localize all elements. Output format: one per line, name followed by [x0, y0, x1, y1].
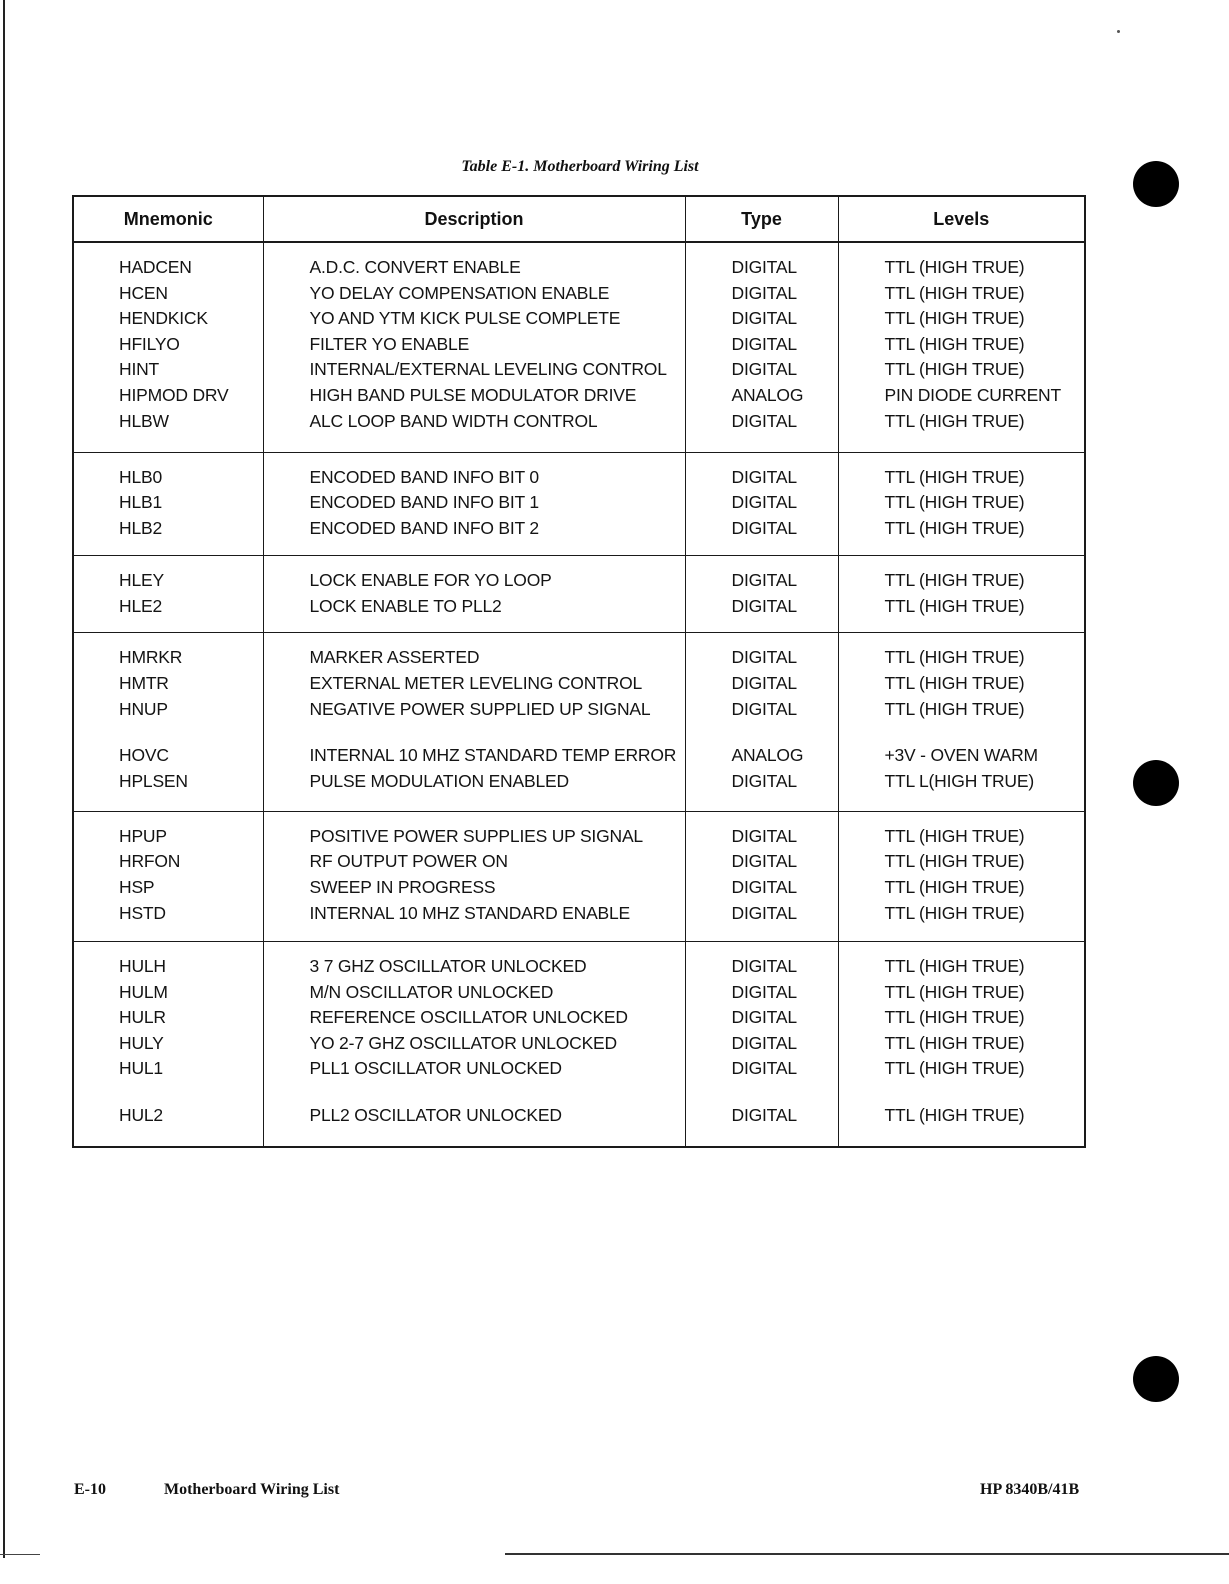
mnemonic-text: HINT — [119, 359, 160, 380]
mnemonic-cell — [73, 556, 263, 633]
table-row-group — [73, 633, 1085, 811]
mnemonic-text: HULR — [119, 1007, 166, 1028]
levels-text: TTL (HIGH TRUE) — [884, 1007, 1025, 1028]
description-text: YO 2-7 GHZ OSCILLATOR UNLOCKED — [309, 1032, 617, 1053]
description-cell — [263, 242, 685, 452]
description-text: ALC LOOP BAND WIDTH CONTROL — [309, 410, 598, 431]
type-text: DIGITAL — [731, 308, 797, 329]
description-text: RF OUTPUT POWER ON — [309, 851, 508, 872]
type-text: DIGITAL — [731, 570, 797, 591]
description-text: YO DELAY COMPENSATION ENABLE — [309, 282, 610, 303]
footer-section-title: Motherboard Wiring List — [164, 1481, 340, 1498]
levels-text: TTL (HIGH TRUE) — [884, 825, 1025, 846]
scan-speck — [1117, 30, 1120, 33]
binder-hole-bottom — [1133, 1356, 1179, 1402]
mnemonic-text: HNUP — [119, 698, 168, 719]
mnemonic-text: HULH — [119, 955, 166, 976]
description-cell — [263, 811, 685, 941]
description-text: YO AND YTM KICK PULSE COMPLETE — [309, 308, 621, 329]
type-text: DIGITAL — [731, 518, 797, 538]
levels-cell — [838, 941, 1085, 1147]
type-text: DIGITAL — [731, 359, 797, 380]
type-text: DIGITAL — [731, 1007, 797, 1028]
binder-hole-middle — [1133, 760, 1179, 806]
type-text: DIGITAL — [731, 410, 797, 431]
levels-text: TTL (HIGH TRUE) — [884, 410, 1025, 431]
description-text: INTERNAL 10 MHZ STANDARD ENABLE — [309, 902, 631, 923]
mnemonic-cell — [73, 242, 263, 452]
mnemonic-text: HULM — [119, 981, 168, 1002]
mnemonic-text: HUL1 — [119, 1058, 163, 1079]
description-text: NEGATIVE POWER SUPPLIED UP SIGNAL — [309, 698, 651, 719]
description-text: SWEEP IN PROGRESS — [309, 877, 496, 897]
description-text: ENCODED BAND INFO BIT 1 — [309, 492, 539, 513]
description-cell — [263, 633, 685, 811]
levels-text: TTL (HIGH TRUE) — [884, 257, 1025, 277]
page-bottom-rule-left — [0, 1554, 40, 1555]
header-levels: Levels — [838, 196, 1085, 242]
mnemonic-text: HMRKR — [119, 647, 183, 668]
type-text: DIGITAL — [731, 647, 797, 668]
mnemonic-text: HFILYO — [119, 333, 180, 354]
type-text: DIGITAL — [731, 492, 797, 513]
levels-text: TTL (HIGH TRUE) — [884, 672, 1025, 693]
table-row-group — [73, 556, 1085, 633]
mnemonic-cell — [73, 633, 263, 811]
type-cell — [685, 941, 838, 1147]
levels-text: TTL (HIGH TRUE) — [884, 595, 1025, 616]
description-text: HIGH BAND PULSE MODULATOR DRIVE — [309, 384, 637, 405]
type-text: DIGITAL — [731, 877, 797, 897]
mnemonic-text: HLB1 — [119, 492, 162, 513]
levels-cell — [838, 811, 1085, 941]
type-text: DIGITAL — [731, 698, 797, 719]
description-text: INTERNAL 10 MHZ STANDARD TEMP ERROR — [309, 745, 677, 766]
description-text: PLL1 OSCILLATOR UNLOCKED — [309, 1058, 562, 1079]
table-row-group — [73, 452, 1085, 556]
table-row-group — [73, 941, 1085, 1147]
mnemonic-text: HADCEN — [119, 257, 192, 277]
levels-text: TTL (HIGH TRUE) — [884, 698, 1025, 719]
description-text: M/N OSCILLATOR UNLOCKED — [309, 981, 554, 1002]
description-text: MARKER ASSERTED — [309, 647, 480, 668]
footer-page-number: E-10 — [74, 1481, 106, 1498]
type-text: DIGITAL — [731, 902, 797, 923]
levels-text: TTL (HIGH TRUE) — [884, 902, 1025, 923]
header-mnemonic: Mnemonic — [73, 196, 263, 242]
levels-cell — [838, 556, 1085, 633]
levels-text: TTL (HIGH TRUE) — [884, 1104, 1025, 1125]
description-cell — [263, 941, 685, 1147]
type-text: DIGITAL — [731, 257, 797, 277]
levels-cell — [838, 452, 1085, 556]
description-text: ENCODED BAND INFO BIT 0 — [309, 466, 539, 487]
mnemonic-text: HLEY — [119, 570, 164, 591]
mnemonic-text: HENDKICK — [119, 308, 208, 329]
levels-text: TTL (HIGH TRUE) — [884, 1058, 1025, 1079]
table-row-group — [73, 811, 1085, 941]
type-cell — [685, 452, 838, 556]
type-text: DIGITAL — [731, 851, 797, 872]
levels-text: PIN DIODE CURRENT — [884, 384, 1061, 405]
header-description: Description — [263, 196, 685, 242]
mnemonic-text: HUL2 — [119, 1104, 163, 1125]
description-text: LOCK ENABLE TO PLL2 — [309, 595, 502, 616]
type-text: ANALOG — [731, 745, 804, 766]
wiring-list-table — [72, 195, 1086, 1148]
description-text: INTERNAL/EXTERNAL LEVELING CONTROL — [309, 359, 667, 380]
levels-text: TTL (HIGH TRUE) — [884, 518, 1025, 538]
description-text: FILTER YO ENABLE — [309, 333, 470, 354]
header-type: Type — [685, 196, 838, 242]
mnemonic-text: HIPMOD DRV — [119, 384, 229, 405]
levels-text: TTL (HIGH TRUE) — [884, 955, 1025, 976]
mnemonic-text: HLE2 — [119, 595, 162, 616]
mnemonic-cell — [73, 941, 263, 1147]
type-text: DIGITAL — [731, 672, 797, 693]
description-text: ENCODED BAND INFO BIT 2 — [309, 518, 539, 538]
footer-model: HP 8340B/41B — [980, 1481, 1080, 1498]
description-text: PLL2 OSCILLATOR UNLOCKED — [309, 1104, 562, 1125]
levels-text: TTL (HIGH TRUE) — [884, 851, 1025, 872]
type-cell — [685, 242, 838, 452]
type-text: DIGITAL — [731, 955, 797, 976]
type-text: ANALOG — [731, 384, 804, 405]
type-text: DIGITAL — [731, 981, 797, 1002]
type-text: DIGITAL — [731, 1032, 797, 1053]
description-cell — [263, 556, 685, 633]
page-bottom-rule-right — [505, 1553, 1229, 1555]
mnemonic-text: HCEN — [119, 282, 168, 303]
description-text: PULSE MODULATION ENABLED — [309, 770, 569, 791]
type-text: DIGITAL — [731, 333, 797, 354]
levels-text: +3V - OVEN WARM — [884, 745, 1038, 766]
mnemonic-text: HPLSEN — [119, 770, 188, 791]
type-cell — [685, 633, 838, 811]
mnemonic-text: HLB2 — [119, 518, 162, 538]
mnemonic-text: HPUP — [119, 825, 167, 846]
levels-text: TTL (HIGH TRUE) — [884, 359, 1025, 380]
mnemonic-text: HLBW — [119, 410, 169, 431]
mnemonic-text: HSTD — [119, 902, 166, 923]
mnemonic-text: HRFON — [119, 851, 181, 872]
levels-cell — [838, 242, 1085, 452]
levels-text: TTL (HIGH TRUE) — [884, 282, 1025, 303]
levels-text: TTL (HIGH TRUE) — [884, 466, 1025, 487]
description-text: REFERENCE OSCILLATOR UNLOCKED — [309, 1007, 628, 1028]
type-text: DIGITAL — [731, 282, 797, 303]
mnemonic-text: HOVC — [119, 745, 169, 766]
levels-text: TTL (HIGH TRUE) — [884, 1032, 1025, 1053]
type-text: DIGITAL — [731, 466, 797, 487]
type-text: DIGITAL — [731, 595, 797, 616]
mnemonic-text: HLB0 — [119, 466, 162, 487]
levels-text: TTL (HIGH TRUE) — [884, 647, 1025, 668]
type-cell — [685, 811, 838, 941]
type-text: DIGITAL — [731, 770, 797, 791]
table-row-group — [73, 242, 1085, 452]
type-text: DIGITAL — [731, 1104, 797, 1125]
description-text: A.D.C. CONVERT ENABLE — [309, 257, 521, 277]
mnemonic-text: HULY — [119, 1032, 164, 1053]
levels-cell — [838, 633, 1085, 811]
description-cell — [263, 452, 685, 556]
description-text: EXTERNAL METER LEVELING CONTROL — [309, 672, 643, 693]
mnemonic-text: HSP — [119, 877, 155, 897]
mnemonic-cell — [73, 811, 263, 941]
table-caption: Table E-1. Motherboard Wiring List — [461, 158, 699, 175]
description-text: POSITIVE POWER SUPPLIES UP SIGNAL — [309, 825, 643, 846]
mnemonic-text: HMTR — [119, 672, 169, 693]
levels-text: TTL (HIGH TRUE) — [884, 492, 1025, 513]
description-text: 3 7 GHZ OSCILLATOR UNLOCKED — [309, 955, 587, 976]
levels-text: TTL (HIGH TRUE) — [884, 877, 1025, 897]
type-text: DIGITAL — [731, 1058, 797, 1079]
type-text: DIGITAL — [731, 825, 797, 846]
mnemonic-cell — [73, 452, 263, 556]
page-left-edge-rule — [3, 0, 5, 1558]
description-text: LOCK ENABLE FOR YO LOOP — [309, 570, 552, 591]
levels-text: TTL (HIGH TRUE) — [884, 333, 1025, 354]
table-body — [73, 242, 1085, 1147]
levels-text: TTL (HIGH TRUE) — [884, 981, 1025, 1002]
levels-text: TTL L(HIGH TRUE) — [884, 770, 1034, 791]
levels-text: TTL (HIGH TRUE) — [884, 308, 1025, 329]
levels-text: TTL (HIGH TRUE) — [884, 570, 1025, 591]
type-cell — [685, 556, 838, 633]
table-header-row — [73, 196, 1085, 242]
